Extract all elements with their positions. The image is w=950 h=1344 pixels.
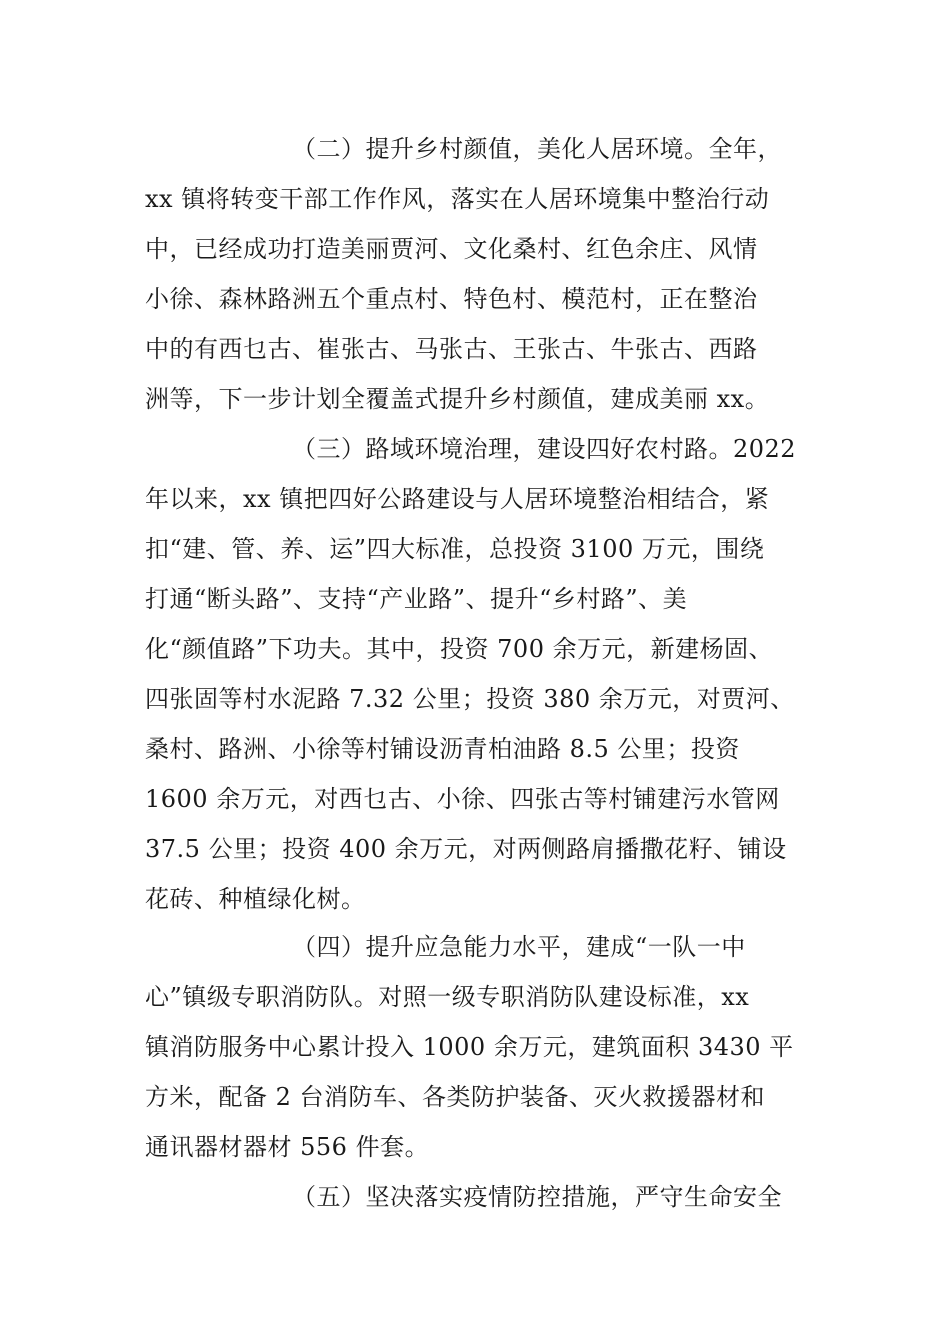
paragraph-line: 1600 余万元，对西乜古、小徐、四张古等村铺建污水管网 (145, 785, 780, 813)
paragraph-line: 心”镇级专职消防队。对照一级专职消防队建设标准，xx (145, 983, 750, 1011)
paragraph-line: 化“颜值路”下功夫。其中，投资 700 余万元，新建杨固、 (145, 635, 774, 663)
paragraph-line: 打通“断头路”、支持“产业路”、提升“乡村路”、美 (145, 585, 688, 613)
paragraph-line: 花砖、种植绿化树。 (145, 885, 366, 913)
paragraph-line: 扣“建、管、养、运”四大标准，总投资 3100 万元，围绕 (145, 535, 765, 563)
paragraph-line: 中，已经成功打造美丽贾河、文化桑村、红色余庄、风情 (145, 235, 758, 263)
paragraph-4-heading-line: （四）提升应急能力水平，建成“一队一中 (292, 933, 746, 961)
paragraph-line: 小徐、森林路洲五个重点村、特色村、模范村，正在整治 (145, 285, 758, 313)
paragraph-line: 37.5 公里；投资 400 余万元，对两侧路肩播撒花籽、铺设 (145, 835, 787, 863)
paragraph-5-heading-line: （五）坚决落实疫情防控措施，严守生命安全 (292, 1183, 782, 1211)
paragraph-line: 桑村、路洲、小徐等村铺设沥青柏油路 8.5 公里；投资 (145, 735, 740, 763)
paragraph-line: 年以来，xx 镇把四好公路建设与人居环境整治相结合，紧 (145, 485, 770, 513)
paragraph-line: 通讯器材器材 556 件套。 (145, 1133, 430, 1161)
paragraph-line: 镇消防服务中心累计投入 1000 余万元，建筑面积 3430 平 (145, 1033, 794, 1061)
paragraph-line: 洲等，下一步计划全覆盖式提升乡村颜值，建成美丽 xx。 (145, 385, 770, 413)
paragraph-line: 中的有西乜古、崔张古、马张古、王张古、牛张古、西路 (145, 335, 758, 363)
paragraph-line: xx 镇将转变干部工作作风，落实在人居环境集中整治行动 (145, 185, 770, 213)
paragraph-line: 方米，配备 2 台消防车、各类防护装备、灭火救援器材和 (145, 1083, 766, 1111)
paragraph-2-heading-line: （二）提升乡村颜值，美化人居环境。全年， (292, 135, 782, 163)
paragraph-line: 四张固等村水泥路 7.32 公里；投资 380 余万元，对贾河、 (145, 685, 795, 713)
paragraph-3-heading-line: （三）路域环境治理，建设四好农村路。2022 (292, 435, 797, 463)
